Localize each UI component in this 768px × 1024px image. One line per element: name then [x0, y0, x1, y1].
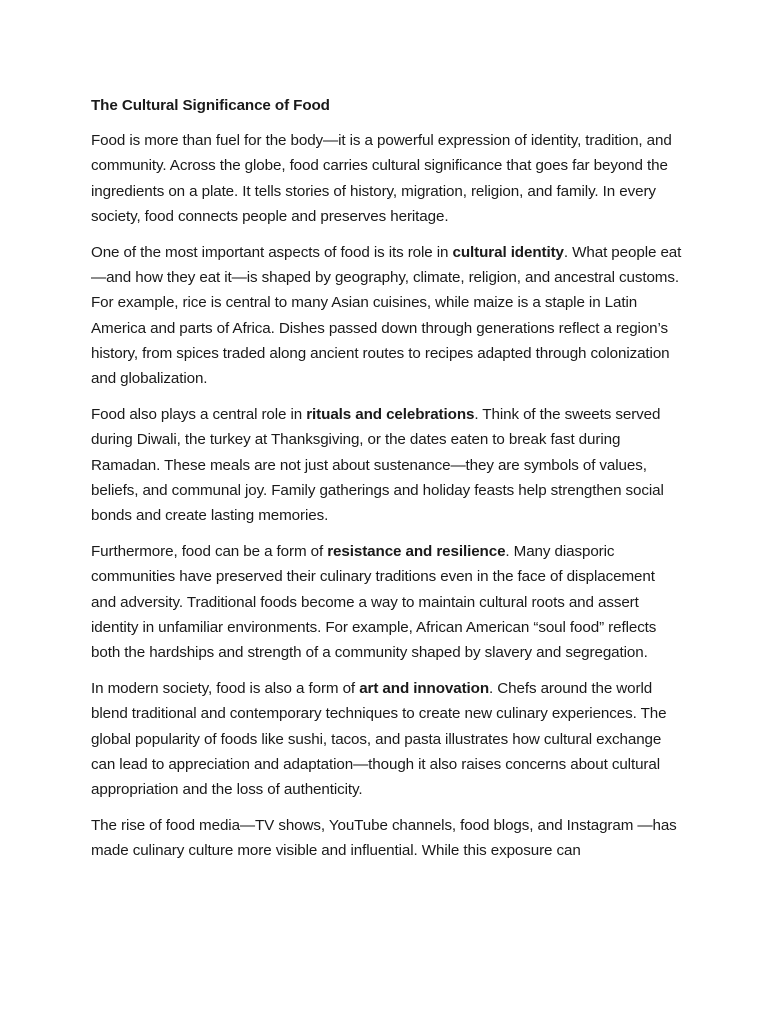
- paragraph-cultural-identity: [91, 240, 683, 392]
- paragraph-text: Food also plays a central role in: [91, 405, 307, 423]
- document-page: [91, 93, 683, 874]
- paragraph-text: In modern society, food is also a form of: [91, 679, 360, 697]
- paragraph-rituals: [91, 402, 683, 528]
- paragraph-text: Furthermore, food can be a form of: [91, 542, 328, 560]
- paragraph-text: . Many diasporic communities have preserved their culinary traditions even in the face of displacement and adversity. Traditional foods become a way to maintain cultural roots and assert identity in unfamiliar environments. For example, African American “soul food” reflects both the hardships and strength of a community shaped by slavery and segregation.: [91, 542, 657, 662]
- paragraph-text: . What people eat—and how they eat it—is shaped by geography, climate, religion, and ancestral customs. For example, rice is central to many Asian cuisines, while maize is a staple in Latin America and parts of Africa. Dishes passed down through generations reflect a region’s history, from spices traded along ancient routes to recipes adapted through colonization and globalization.: [91, 243, 682, 388]
- paragraph-text: Food is more than fuel for the body—it is a powerful expression of identity, tradition, and community. Across the globe, food carries cultural significance that goes far beyond the ingredients on a plate. It tells stories of history, migration, religion, and family. In every society, food connects people and preserves heritage.: [91, 132, 672, 225]
- paragraph-text: . Chefs around the world blend traditional and contemporary techniques to create new culinary experiences. The global popularity of foods like sushi, tacos, and pasta illustrates how cultural exchange can lead to appreciation and adaptation—though it also raises concerns about cultural appropriation and the loss of authenticity.: [91, 679, 667, 799]
- paragraph-intro: [91, 128, 683, 229]
- paragraph-text: One of the most important aspects of food is its role in: [91, 243, 453, 261]
- bold-phrase: cultural identity: [452, 243, 564, 261]
- document-title: The Cultural Significance of Food: [91, 97, 330, 114]
- paragraph-art-innovation: [91, 676, 683, 802]
- paragraph-resistance: [91, 539, 683, 665]
- paragraph-text: . Think of the sweets served during Diwali, the turkey at Thanksgiving, or the dates eaten to break fast during Ramadan. These meals are not just about sustenance—they are symbols of values, beliefs, and communal joy. Family gatherings and holiday feasts help strengthen social bonds and create lasting memories.: [91, 405, 664, 525]
- bold-phrase: resistance and resilience: [327, 542, 506, 560]
- bold-phrase: art and innovation: [359, 679, 490, 697]
- bold-phrase: rituals and celebrations: [306, 405, 475, 423]
- paragraph-text: The rise of food media—TV shows, YouTube channels, food blogs, and Instagram —has made culinary culture more visible and influential. While this exposure can: [91, 816, 677, 860]
- paragraph-food-media: [91, 813, 683, 864]
